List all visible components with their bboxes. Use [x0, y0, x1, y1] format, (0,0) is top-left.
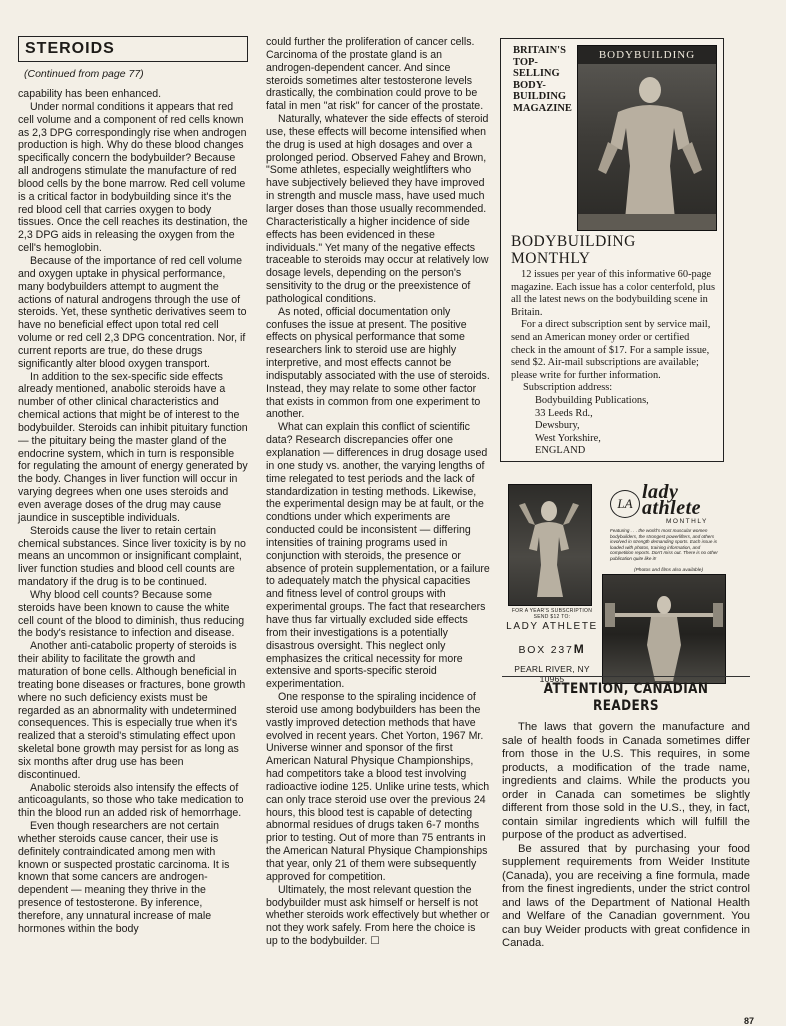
lady-athlete-name: LADY ATHLETE — [506, 621, 598, 632]
article-paragraph: What can explain this conflict of scientific data? Research discrepancies offer one explanation — differences in drug dosage used in one study vs. another, the varying lengths of time relegated to test periods and the lack of standardization in testing methods. Likewise, the experimental design may be at fault, or the condtions under which experiments are conducted could be inconsistent — differing intensities of training programs used in conjunction with steroids, the presence or absence of protein supplementation, or a failure to adequately match the physical capacities and fitness level of control groups with experimental groups. The fact that researchers have thus far virtually excluded side effects from their investigations is a potentially disastrous oversight. This neglect only emphasizes the critical necessity for more extensive and sports-specific steroid experimentation. — [266, 421, 490, 691]
article-column-1 — [18, 36, 248, 936]
lifter-photo — [602, 574, 726, 684]
address-line: West Yorkshire, — [535, 432, 601, 444]
article-paragraph: Even though researchers are not certain whether steroids cause cancer, their use is definitely contraindicated among men with known or suspected prostatic carcinoma. It is known that some cancers are androgen-dependent — meaning they thrive in the presence of testosterone. By inference, therefore, any unnatural increase of male hormones within the body — [18, 820, 230, 935]
ad-subscription-paragraph: For a direct subscription sent by service mail, send an American money order or certified check in the amount of $17. For a sample issue, send $2. Air-mail subscriptions are available; please write for further information. — [511, 319, 711, 381]
article-paragraph: As noted, official documentation only confuses the issue at present. The positive effects on physical performance that some researchers link to steroid use are highly interpretive, and most effects cannot be indisputably associated with the use of steroids. Instead, they may relate to some other factor that exists in common from one experiment to another. — [266, 305, 490, 421]
section-title: STEROIDS — [18, 36, 248, 62]
bodybuilding-monthly-ad — [500, 38, 724, 462]
ad-tagline: BRITAIN'S TOP-SELLING BODY-BUILDING MAGAZINE — [513, 45, 572, 114]
article-paragraph: In addition to the sex-specific side effects already mentioned, anabolic steroids have a number of other clinical characteristics and chemical actions that might be of interest to the bodybuilder. Steroids can inhibit pituitary function — the pituitary being the master gland of the endocrine system, which in turn is responsible for regulating the amount of energy generated by the body. Changes in liver function will occur in varying degrees when one uses steroids and even average doses of the drug may cause jaundice in susceptible individuals. — [18, 370, 248, 524]
page-number: 87 — [744, 1016, 755, 1026]
ad-description — [511, 269, 715, 458]
article-paragraph: Anabolic steroids also intensify the effects of anticoagulants, so those who take medication to thin the blood run an added risk of hemorrhage. — [18, 781, 244, 820]
article-paragraph: Why blood cell counts? Because some steroids have been known to cause the white cell count of the blood to diminish, thus reducing the body's resistance to infection and disease. — [18, 588, 245, 640]
article-paragraph: Another anti-catabolic property of steroids is their ability to facilitate the growth and maturation of bone cells. Although beneficial in treating bone diseases or fractures, bone growth where no such deficiency exists must be regarded as an abnormality with undetermined consequences. This is especially true when it's realized that a steroid's stimulating effect upon skeletal bone growth may persist for as long as six months after drug use has been discontinued. — [18, 640, 246, 781]
athlete-photo — [508, 484, 592, 606]
subscription-note: FOR A YEAR'S SUBSCRIPTION SEND $12 TO: — [511, 608, 593, 620]
magazine-cover-image — [577, 45, 717, 231]
notice-heading-line1: ATTENTION, CANADIAN — [543, 681, 709, 697]
ads-column — [500, 38, 770, 949]
po-box — [504, 642, 600, 656]
address-line: 33 Leeds Rd., — [535, 407, 593, 419]
ad-title-line2: MONTHLY — [511, 250, 591, 267]
ad-title — [511, 233, 716, 267]
article-paragraph: Steroids cause the liver to retain certain chemical substances. Since liver toxicity is by no means an uncommon or insignificant complaint, liver function studies and blood cell counts are mandatory if the drug is to be continued. — [18, 524, 246, 589]
female-athlete-icon — [509, 485, 591, 605]
ad-desc-paragraph: 12 issues per year of this informative 60-page magazine. Each issue has a color centerfold, plus all the latest news on the bodybuilding scene in Britain. — [511, 269, 715, 318]
po-box-suffix: M — [573, 642, 586, 656]
weightlifter-icon — [603, 575, 725, 683]
notice-paragraph: The laws that govern the manufacture and sale of health foods in Canada sometimes differ from those in the U.S. This requires, in some products, a modification of the trade name, ingredients and claims. While the products you order in Canada can sometimes be slightly different from those sold in the U.S., they, in fact, contain similar ingredients which will fulfill the purpose of the product as advertised. — [502, 721, 750, 841]
address-line: Dewsbury, — [535, 420, 580, 432]
subscription-address — [523, 382, 715, 458]
po-box-number: BOX 237 — [518, 644, 574, 656]
canadian-readers-notice — [502, 676, 750, 951]
article-column-2 — [266, 36, 490, 948]
continued-note: (Continued from page 77) — [24, 68, 144, 80]
article-paragraph: Because of the importance of red cell volume and oxygen uptake in physical performance, many bodybuilders attempt to augment the actions of natural androgens through the use of steroids. Yet, these synthetic derivatives seem to have no beneficial effect upon total red cell volume or red cell 2,3 DPG concentration. Nor, if current reports are true, do these drugs significantly alter blood oxygen transport. — [18, 254, 247, 370]
city-zip: PEARL RIVER, NY 10965 — [514, 664, 590, 684]
article-paragraph: Ultimately, the most relevant question the bodybuilder must ask himself or herself is not whether steroids work effectively but whether or not they work safely. From here the choice is up to the bodybuilder. ☐ — [266, 883, 490, 948]
notice-text — [502, 721, 750, 951]
article-paragraph: One response to the spiraling incidence of steroid use among bodybuilders has been the vastly improved detection methods that have evolved in recent years. Chet Yorton, 1967 Mr. Universe winner and sponsor of the first American Natural Physique Championships, had competitors take a blood test involving radioactive iodine 125. Unlike urine tests, which can only trace steroid use over the previous 24 hours, this blood test is capable of detecting abnormal residues of drugs taken 6-7 months prior to testing. Out of more than 75 entrants in the American Natural Physique Championships that year, only 21 of them were subsequently approved for competition. — [266, 691, 490, 883]
notice-heading — [519, 681, 732, 715]
address-line: ENGLAND — [535, 445, 586, 457]
article-paragraph: Naturally, whatever the side effects of steroid use, these effects will become intensified when the drug is used at high dosages and over a prolonged period. Observed Fahey and Brown, "Some athletes, especially weightlifters who have subjectively believed they have improved in strength and muscle mass, have used much larger doses than those usually recommended. Characteristically a higher incidence of side effects has been evidenced in these individuals." Yet many of the negative effects traceable to steroids may occur at relatively low dosage levels, depending on the person's sensitivity to the drug or the preexistence of pathological conditions. — [266, 113, 489, 305]
article-paragraph: could further the proliferation of cancer cells. Carcinoma of the prostate gland is an androgen-dependent cancer. And since steroids sometimes alter testosterone levels drastically, the combination could prove to be fatal in men "at risk" for cancer of the prostate. — [266, 36, 484, 113]
photo-caption: (Photos and films also available) — [634, 568, 704, 573]
ad-title-line1: BODYBUILDING — [511, 233, 636, 250]
address-label: Subscription address: — [523, 382, 613, 394]
notice-heading-line2: READERS — [592, 698, 659, 714]
lady-athlete-monthly: MONTHLY — [666, 518, 708, 525]
address-line: Bodybuilding Publications, — [535, 394, 649, 406]
article-text-col2 — [266, 36, 490, 948]
lady-athlete-logo: LA — [610, 490, 640, 518]
notice-paragraph: Be assured that by purchasing your food supplement requirements from Weider Institute (Canada), you are receiving a fine formula, made from the finest ingredients, under the strict control and laws of the Department of National Health and Welfare of the Canadian government. You can buy Weider products with great confidence in Canada. — [502, 842, 750, 949]
article-paragraph: Under normal conditions it appears that red cell volume and a component of red cells known as 2,3 DPG correspondingly rise when androgen production is high. Why do these blood changes specifically concern the bodybuilder? Because all androgens stimulate the manufacture of red blood cells by the bone marrow. Red cell volume is a critical factor in bodybuilding since it's the red blood cell that carries oxygen to body tissues. Once the cell reaches its destination, the 2,3 DPG aids in releasing the oxygen from the cell's hemoglobin. — [18, 100, 248, 255]
bodybuilder-figure-icon — [578, 46, 716, 230]
lady-athlete-blurb: Featuring . . . the world's most muscular women bodybuilders, the strongest powerlifters, and others involved in strength demanding sports. Each issue is loaded with photos, training information, and competition reports. Don't miss out. There is no other publication quite like it! — [610, 528, 718, 561]
cover-masthead: BODYBUILDING — [578, 46, 716, 64]
lady-athlete-title: lady athlete — [642, 481, 702, 519]
article-text-col1 — [18, 88, 248, 936]
article-paragraph: capability has been enhanced. — [18, 88, 162, 100]
